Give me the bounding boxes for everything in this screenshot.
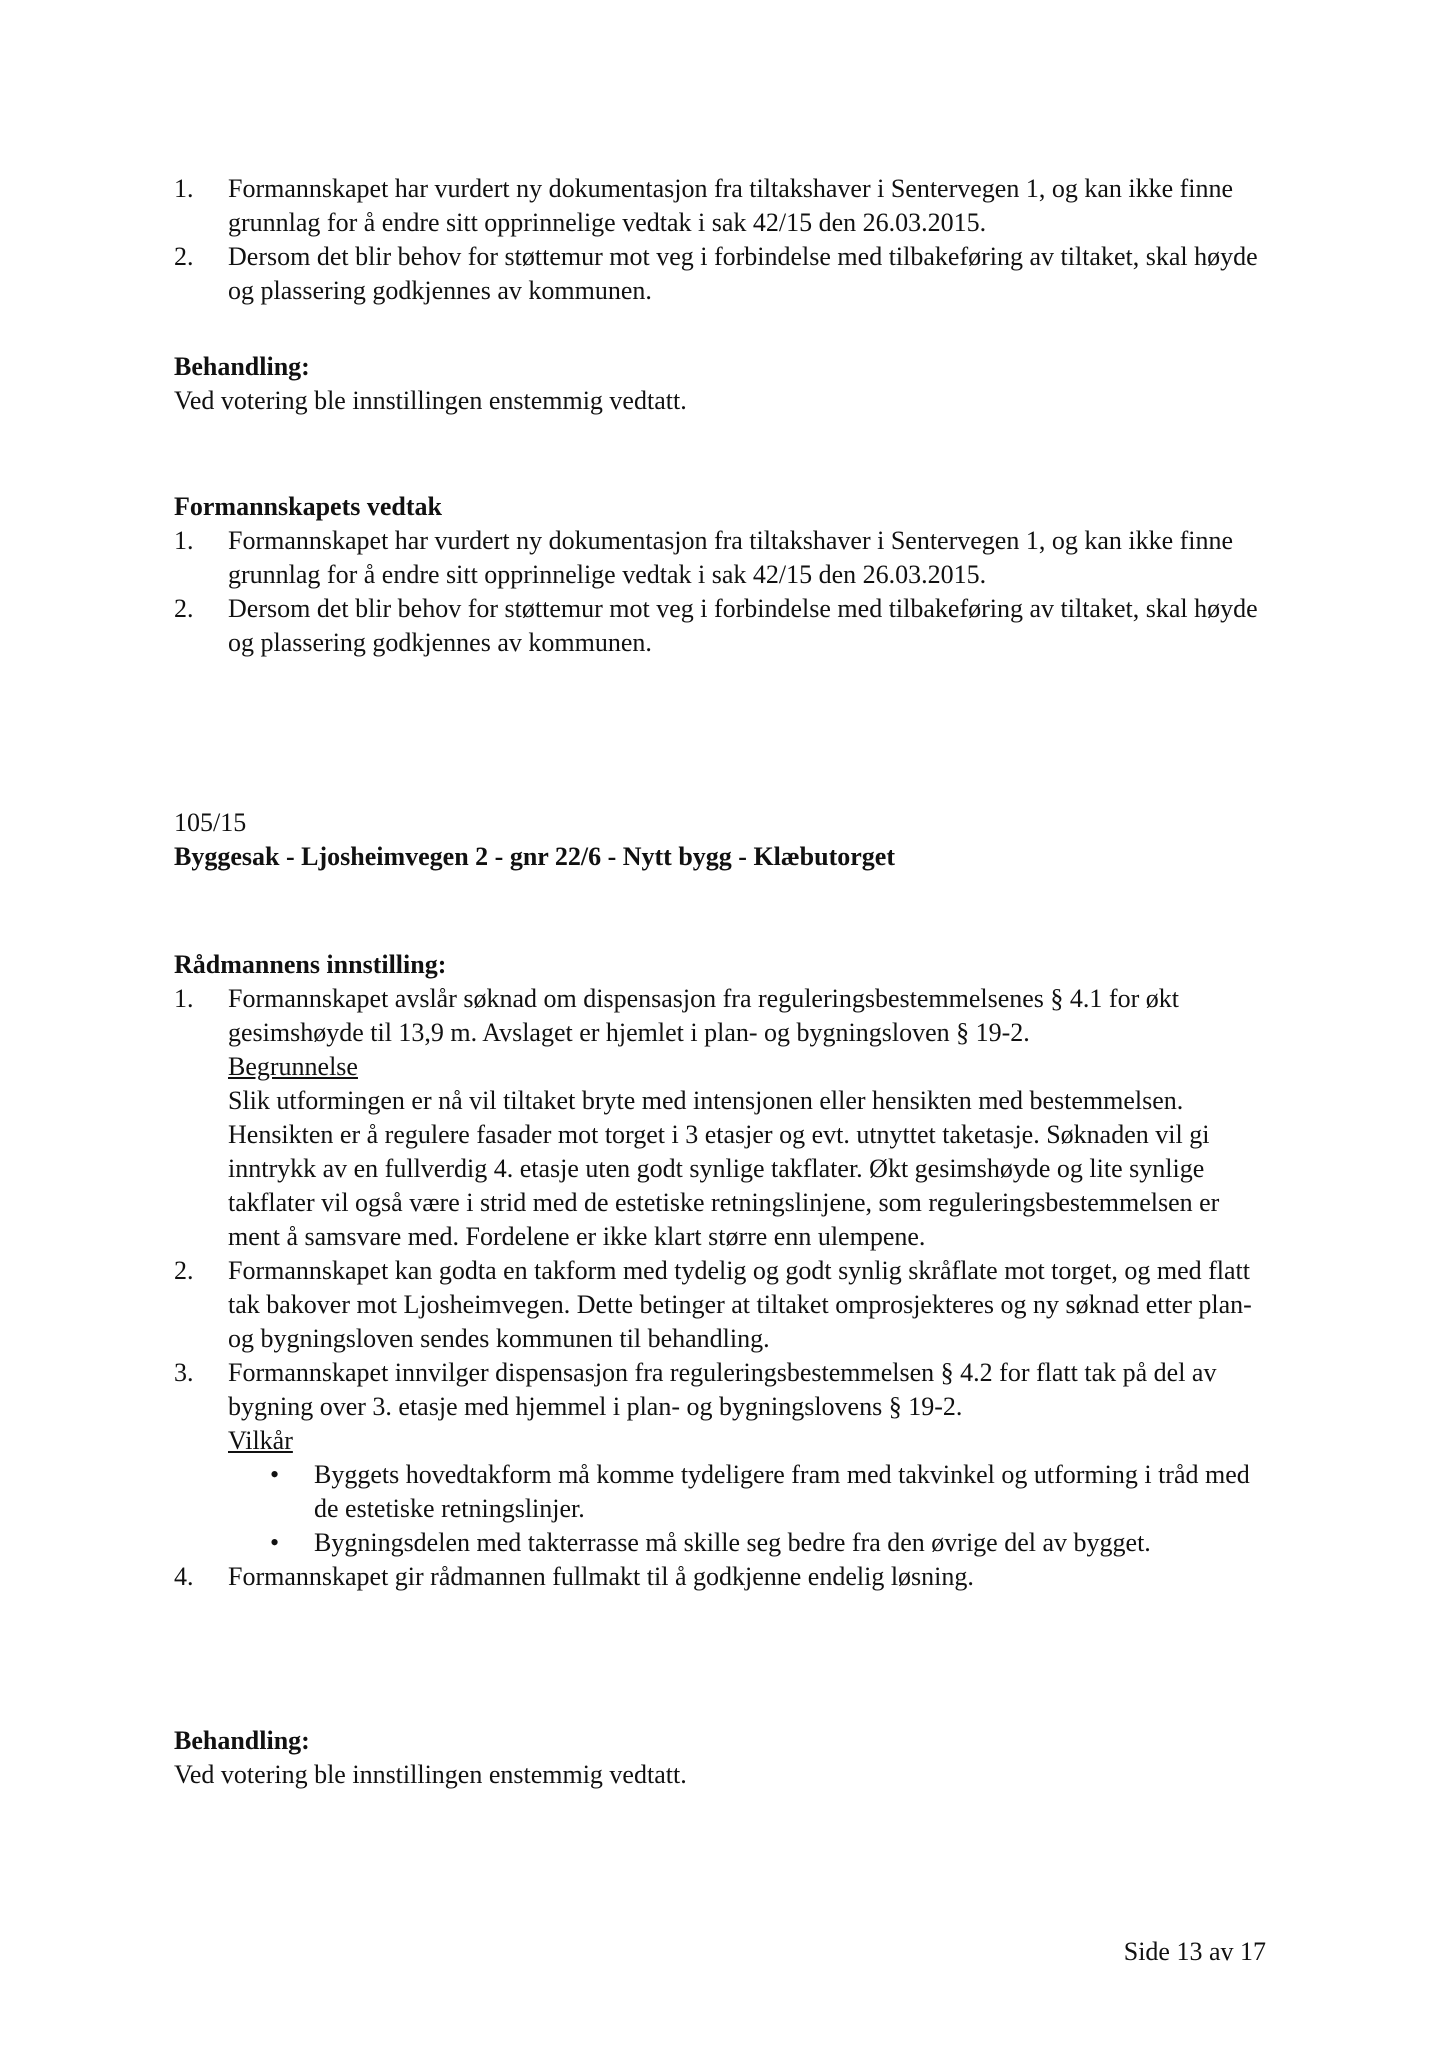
- list-item: [174, 1254, 1274, 1356]
- list-item: [174, 1356, 1274, 1560]
- innstilling-heading: Rådmannens innstilling:: [174, 950, 447, 979]
- item-number: 1.: [174, 984, 194, 1013]
- item-text: Dersom det blir behov for støttemur mot veg i forbindelse med tilbakeføring av tiltaket, skal høyde og plassering godkjennes av kommunen.: [228, 594, 1258, 657]
- bullet-icon: •: [270, 1528, 280, 1557]
- vilkar-heading: Vilkår: [228, 1426, 293, 1455]
- bullet-item: [228, 1526, 1274, 1560]
- innstilling-section: [174, 948, 1274, 1594]
- list-item: [174, 240, 1274, 308]
- item-number: 4.: [174, 1562, 194, 1591]
- vilkar-list: [228, 1458, 1274, 1560]
- item-text: Formannskapet innvilger dispensasjon fra reguleringsbestemmelsen § 4.2 for flatt tak på del av bygning over 3. etasje med hjemmel i plan- og bygningslovens § 19-2.: [228, 1358, 1217, 1421]
- item-text: Formannskapet har vurdert ny dokumentasjon fra tiltakshaver i Sentervegen 1, og kan ikke finne grunnlag for å endre sitt opprinnelige vedtak i sak 42/15 den 26.03.2015.: [228, 526, 1234, 589]
- begrunnelse-text: Slik utformingen er nå vil tiltaket bryte med intensjonen eller hensikten med bestemmelsen. Hensikten er å regulere fasader mot torget i 3 etasjer og evt. utnyttet taketasje. Søknaden vil gi inntrykk av en fullverdig 4. etasje uten godt synlige takflater. Økt gesimshøyde og lite synlige takflater vil også være i strid med de estetiske retningslinjene, som reguleringsbestemmelsen er ment å samsvare med. Fordelene er ikke klart større enn ulempene.: [228, 1086, 1220, 1251]
- item-number: 2.: [174, 1256, 194, 1285]
- bullet-text: Byggets hovedtakform må komme tydeligere fram med takvinkel og utforming i tråd med de estetiske retningslinjer.: [314, 1460, 1250, 1523]
- list-item: [174, 524, 1274, 592]
- page-number: Side 13 av 17: [1123, 1937, 1266, 1966]
- list-item: [174, 982, 1274, 1254]
- case-title: Byggesak - Ljosheimvegen 2 - gnr 22/6 - Nytt bygg - Klæbutorget: [174, 842, 895, 871]
- behandling-text: Ved votering ble innstillingen enstemmig vedtatt.: [174, 386, 687, 415]
- item-text: Dersom det blir behov for støttemur mot veg i forbindelse med tilbakeføring av tiltaket, skal høyde og plassering godkjennes av kommunen.: [228, 242, 1258, 305]
- item-number: 3.: [174, 1358, 194, 1387]
- item-number: 1.: [174, 526, 194, 555]
- behandling-text: Ved votering ble innstillingen enstemmig vedtatt.: [174, 1760, 687, 1789]
- item-number: 2.: [174, 242, 194, 271]
- vedtak-section: [174, 490, 1274, 660]
- bullet-item: [228, 1458, 1274, 1526]
- case-number: 105/15: [174, 808, 247, 837]
- behandling-section: [174, 1724, 1274, 1792]
- list-item: [174, 172, 1274, 240]
- item-text: Formannskapet har vurdert ny dokumentasjon fra tiltakshaver i Sentervegen 1, og kan ikke finne grunnlag for å endre sitt opprinnelige vedtak i sak 42/15 den 26.03.2015.: [228, 174, 1234, 237]
- bullet-text: Bygningsdelen med takterrasse må skille seg bedre fra den øvrige del av bygget.: [314, 1528, 1151, 1557]
- bullet-icon: •: [270, 1460, 280, 1489]
- item-text: Formannskapet gir rådmannen fullmakt til å godkjenne endelig løsning.: [228, 1562, 974, 1591]
- vedtak-heading: Formannskapets vedtak: [174, 492, 442, 521]
- item-number: 1.: [174, 174, 194, 203]
- decision-list: [174, 172, 1274, 308]
- item-text: Formannskapet avslår søknad om dispensasjon fra reguleringsbestemmelsenes § 4.1 for økt gesimshøyde til 13,9 m. Avslaget er hjemlet i plan- og bygningsloven § 19-2.: [228, 984, 1179, 1047]
- behandling-heading: Behandling:: [174, 352, 310, 381]
- list-item: [174, 592, 1274, 660]
- item-text: Formannskapet kan godta en takform med tydelig og godt synlig skråflate mot torget, og med flatt tak bakover mot Ljosheimvegen. Dette betinger at tiltaket omprosjekteres og ny søknad etter plan- og bygningsloven sendes kommunen til behandling.: [228, 1256, 1252, 1353]
- behandling-section: [174, 350, 1274, 418]
- begrunnelse-heading: Begrunnelse: [228, 1052, 358, 1081]
- list-item: [174, 1560, 1274, 1594]
- case-header: [174, 806, 1274, 874]
- behandling-heading: Behandling:: [174, 1726, 310, 1755]
- item-number: 2.: [174, 594, 194, 623]
